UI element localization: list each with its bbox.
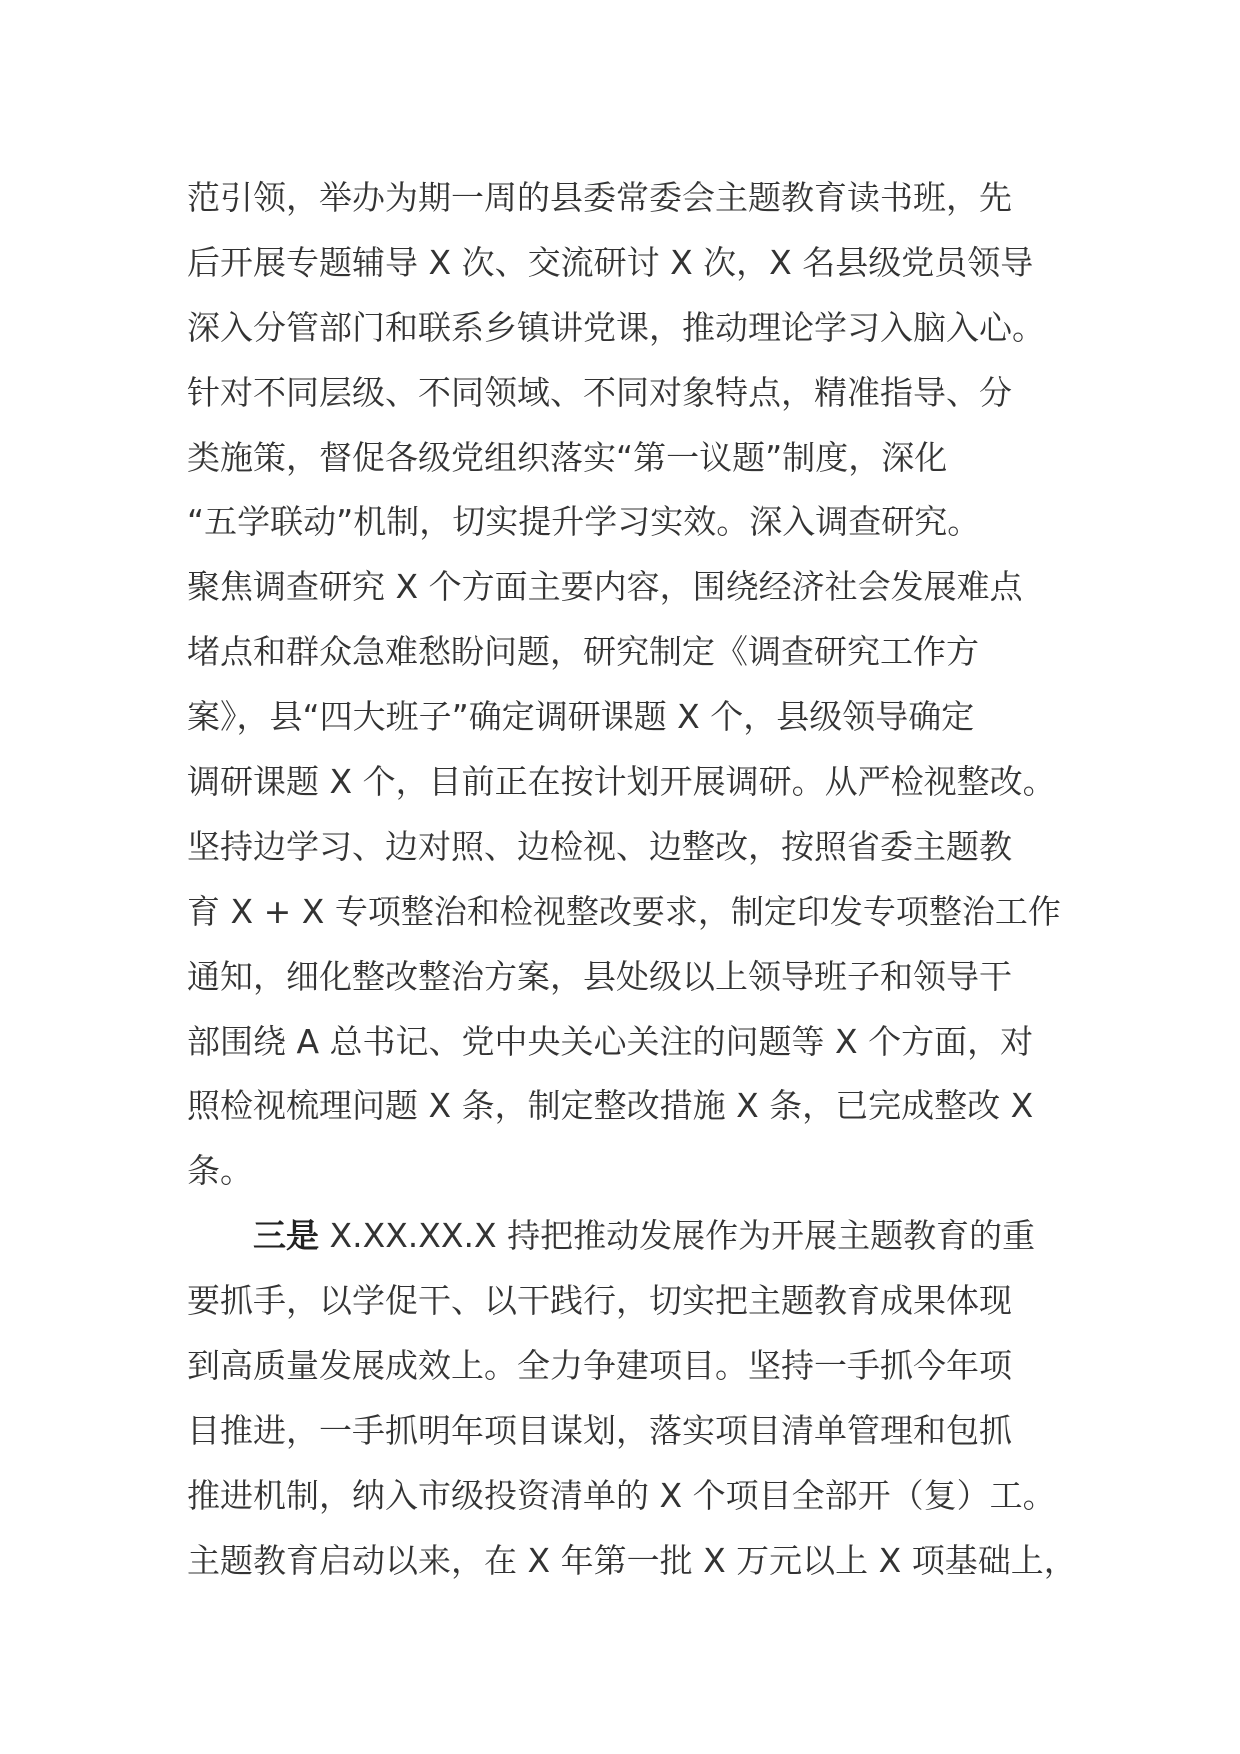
- text-line: 育 X + X 专项整治和检视整改要求，制定印发专项整治工作: [187, 891, 1061, 931]
- text-line: 部围绕 A 总书记、党中央关心关注的问题等 X 个方面，对: [187, 1021, 1034, 1061]
- text-line: 照检视梳理问题 X 条，制定整改措施 X 条，已完成整改 X: [187, 1086, 1034, 1126]
- text-line: 到高质量发展成效上。全力争建项目。坚持一手抓今年项: [187, 1346, 1012, 1386]
- text-line: 推进机制，纳入市级投资清单的 X 个项目全部开（复）工。: [187, 1475, 1056, 1515]
- text-line: 坚持边学习、边对照、边检视、边整改，按照省委主题教: [187, 826, 1012, 866]
- text-line: 针对不同层级、不同领域、不同对象特点，精准指导、分: [187, 372, 1012, 412]
- paragraph-text: X.XX.XX.X 持把推动发展作为开展主题教育的重: [319, 1216, 1036, 1256]
- text-line: 案》，县“四大班子”确定调研课题 X 个，县级领导确定: [187, 697, 975, 737]
- text-line: 调研课题 X 个，目前正在按计划开展调研。从严检视整改。: [187, 762, 1056, 802]
- document-body: [187, 166, 1077, 1594]
- text-line: 要抓手，以学促干、以干践行，切实把主题教育成果体现: [187, 1281, 1012, 1321]
- text-line: “五学联动”机制，切实提升学习实效。深入调查研究。: [187, 502, 981, 542]
- text-line: 堵点和群众急难愁盼问题，研究制定《调查研究工作方: [187, 632, 979, 672]
- text-line: 深入分管部门和联系乡镇讲党课，推动理论学习入脑入心。: [187, 307, 1045, 347]
- text-line: 通知，细化整改整治方案，县处级以上领导班子和领导干: [187, 956, 1012, 996]
- text-line: 主题教育启动以来，在 X 年第一批 X 万元以上 X 项基础上，: [187, 1540, 1077, 1580]
- text-line: 聚焦调查研究 X 个方面主要内容，围绕经济社会发展难点: [187, 567, 1023, 607]
- text-line: 类施策，督促各级党组织落实“第一议题”制度，深化: [187, 437, 948, 477]
- text-line: 后开展专题辅导 X 次、交流研讨 X 次，X 名县级党员领导: [187, 242, 1034, 282]
- paragraph-three-first-line: [187, 1204, 1067, 1269]
- text-line: 目推进，一手抓明年项目谋划，落实项目清单管理和包抓: [187, 1410, 1012, 1450]
- paragraph-lead: 三是: [253, 1216, 319, 1256]
- text-line: 范引领，举办为期一周的县委常委会主题教育读书班，先: [187, 178, 1012, 217]
- text-line: 条。: [187, 1151, 253, 1191]
